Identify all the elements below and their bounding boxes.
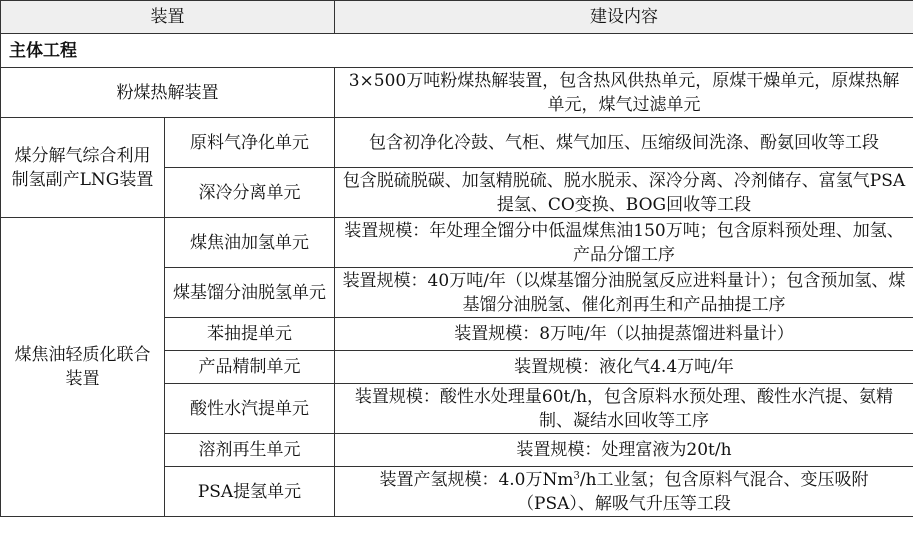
header-content: 建设内容 <box>335 1 913 34</box>
header-device: 装置 <box>1 1 335 34</box>
unit-name: 产品精制单元 <box>165 351 335 384</box>
device-name: 粉煤热解装置 <box>1 68 335 118</box>
content-cell: 装置规模：液化气4.4万吨/年 <box>335 351 913 384</box>
unit-name: 溶剂再生单元 <box>165 434 335 467</box>
table-header-row <box>1 1 913 34</box>
content-cell: 装置规模：8万吨/年（以抽提蒸馏进料量计） <box>335 318 913 351</box>
content-text: /h工业氢；包含原料气混合、变压吸附（PSA）、解吸气升压等工段 <box>517 469 869 514</box>
content-cell: 包含初净化冷鼓、气柜、煤气加压、压缩级间洗涤、酚氨回收等工段 <box>335 118 913 168</box>
table-row <box>1 218 913 268</box>
unit-name: 苯抽提单元 <box>165 318 335 351</box>
group-name: 煤焦油轻质化联合装置 <box>1 218 165 517</box>
section-row <box>1 34 913 68</box>
section-title: 主体工程 <box>1 34 913 68</box>
content-cell <box>335 467 913 517</box>
content-text: 装置产氢规模：4.0万Nm <box>379 469 574 490</box>
unit-name: PSA提氢单元 <box>165 467 335 517</box>
unit-name: 酸性水汽提单元 <box>165 384 335 434</box>
content-cell: 包含脱硫脱碳、加氢精脱硫、脱水脱汞、深冷分离、冷剂储存、富氢气PSA提氢、CO变换、BOG回收等工段 <box>335 168 913 218</box>
content-cell: 装置规模：处理富液为20t/h <box>335 434 913 467</box>
content-cell: 装置规模：年处理全馏分中低温煤焦油150万吨；包含原料预处理、加氢、产品分馏工序 <box>335 218 913 268</box>
content-cell: 3×500万吨粉煤热解装置，包含热风供热单元，原煤干燥单元，原煤热解单元，煤气过滤单元 <box>335 68 913 118</box>
superscript: 3 <box>573 469 580 481</box>
unit-name: 原料气净化单元 <box>165 118 335 168</box>
table-row <box>1 68 913 118</box>
unit-name: 煤基馏分油脱氢单元 <box>165 268 335 318</box>
content-cell: 装置规模：40万吨/年（以煤基馏分油脱氢反应进料量计）；包含预加氢、煤基馏分油脱氢、催化剂再生和产品抽提工序 <box>335 268 913 318</box>
group-name: 煤分解气综合利用制氢副产LNG装置 <box>1 118 165 218</box>
table-row <box>1 118 913 168</box>
unit-name: 煤焦油加氢单元 <box>165 218 335 268</box>
unit-name: 深冷分离单元 <box>165 168 335 218</box>
content-cell: 装置规模：酸性水处理量60t/h，包含原料水预处理、酸性水汽提、氨精制、凝结水回收等工序 <box>335 384 913 434</box>
